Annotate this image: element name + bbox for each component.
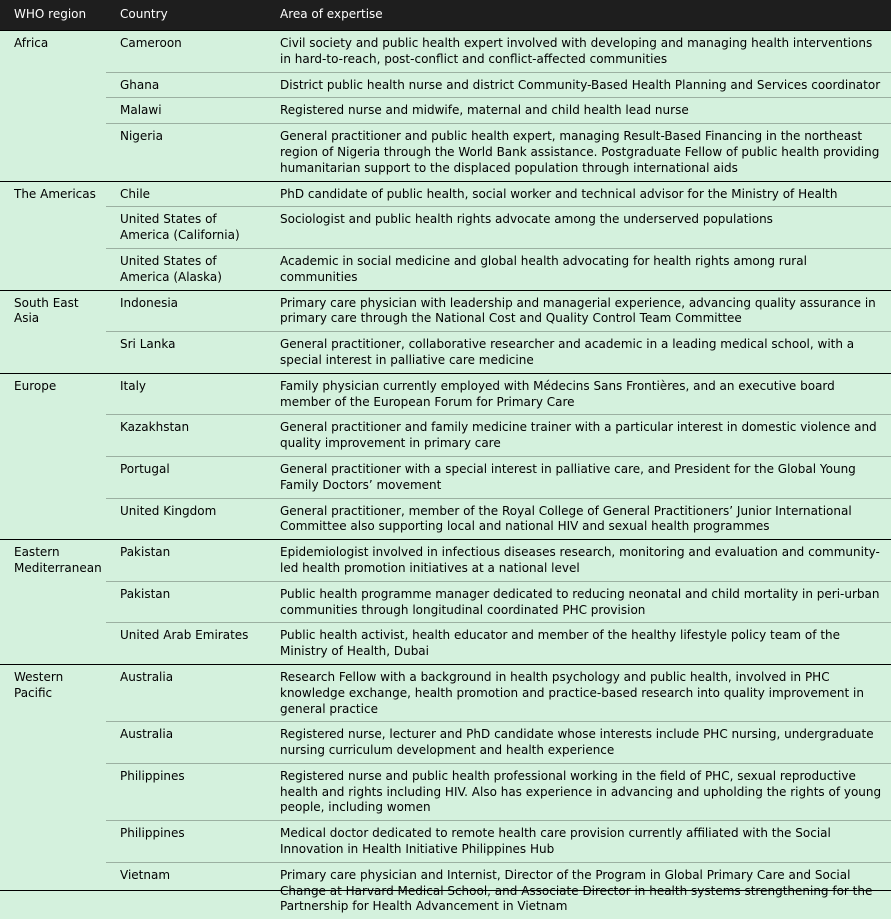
table-row xyxy=(0,498,891,540)
country-cell: Vietnam xyxy=(106,862,266,919)
table-row xyxy=(0,98,891,124)
expertise-cell: General practitioner, member of the Royal College of General Practitioners’ Junior International Committee also supporting local and national HIV and sexual health programmes xyxy=(266,498,891,540)
region-cell: Africa xyxy=(0,31,106,73)
table-row xyxy=(0,862,891,919)
table-row xyxy=(0,124,891,181)
country-cell: Cameroon xyxy=(106,31,266,73)
expertise-cell: General practitioner and public health expert, managing Result-Based Financing in the northeast region of Nigeria through the World Bank assistance. Postgraduate Fellow of public health providing humanitarian support to the displaced population through international aids xyxy=(266,124,891,181)
table-header xyxy=(0,0,891,31)
expertise-cell: Public health activist, health educator and member of the healthy lifestyle policy team of the Ministry of Health, Dubai xyxy=(266,623,891,665)
expertise-cell: General practitioner and family medicine trainer with a particular interest in domestic violence and quality improvement in primary care xyxy=(266,415,891,457)
header-area-of-expertise: Area of expertise xyxy=(266,0,891,31)
header-row xyxy=(0,0,891,31)
table-row xyxy=(0,72,891,98)
table-row xyxy=(0,456,891,498)
country-cell: Indonesia xyxy=(106,290,266,332)
country-cell: Ghana xyxy=(106,72,266,98)
table-row xyxy=(0,722,891,764)
region-cell xyxy=(0,456,106,498)
country-cell: Sri Lanka xyxy=(106,332,266,374)
region-cell xyxy=(0,332,106,374)
table-row xyxy=(0,540,891,582)
country-cell: Philippines xyxy=(106,763,266,820)
table-row xyxy=(0,373,891,415)
region-cell: Western Pacific xyxy=(0,664,106,721)
table-row xyxy=(0,664,891,721)
region-cell xyxy=(0,248,106,290)
country-cell: Portugal xyxy=(106,456,266,498)
country-cell: Pakistan xyxy=(106,581,266,623)
region-cell xyxy=(0,498,106,540)
expertise-cell: Medical doctor dedicated to remote health care provision currently affiliated with the Social Innovation in Health Initiative Philippines Hub xyxy=(266,821,891,863)
country-cell: Australia xyxy=(106,722,266,764)
country-cell: Malawi xyxy=(106,98,266,124)
region-cell xyxy=(0,722,106,764)
country-cell: Australia xyxy=(106,664,266,721)
region-cell xyxy=(0,763,106,820)
expertise-cell: Primary care physician with leadership and managerial experience, advancing quality assurance in primary care through the National Cost and Quality Control Team Committee xyxy=(266,290,891,332)
region-cell: Europe xyxy=(0,373,106,415)
table-row xyxy=(0,415,891,457)
country-cell: United States of America (Alaska) xyxy=(106,248,266,290)
region-cell xyxy=(0,415,106,457)
table-row xyxy=(0,181,891,207)
country-cell: Kazakhstan xyxy=(106,415,266,457)
expertise-cell: Research Fellow with a background in health psychology and public health, involved in PHC knowledge exchange, health promotion and practice-based research into quality improvement in general practice xyxy=(266,664,891,721)
table-row xyxy=(0,763,891,820)
country-cell: Philippines xyxy=(106,821,266,863)
table-body xyxy=(0,31,891,919)
table-row xyxy=(0,248,891,290)
expertise-cell: Public health programme manager dedicated to reducing neonatal and child mortality in peri-urban communities through longitudinal coordinated PHC provision xyxy=(266,581,891,623)
expertise-cell: Family physician currently employed with Médecins Sans Frontières, and an executive board member of the European Forum for Primary Care xyxy=(266,373,891,415)
table-row xyxy=(0,332,891,374)
region-cell xyxy=(0,124,106,181)
expertise-cell: Registered nurse, lecturer and PhD candidate whose interests include PHC nursing, undergraduate nursing curriculum development and health experience xyxy=(266,722,891,764)
expertise-cell: Civil society and public health expert involved with developing and managing health interventions in hard-to-reach, post-conflict and conflict-affected communities xyxy=(266,31,891,73)
region-cell xyxy=(0,98,106,124)
expertise-cell: Registered nurse and midwife, maternal and child health lead nurse xyxy=(266,98,891,124)
header-who-region: WHO region xyxy=(0,0,106,31)
country-cell: Pakistan xyxy=(106,540,266,582)
header-country: Country xyxy=(106,0,266,31)
region-cell xyxy=(0,821,106,863)
expertise-cell: General practitioner, collaborative researcher and academic in a leading medical school, with a special interest in palliative care medicine xyxy=(266,332,891,374)
table-row xyxy=(0,290,891,332)
region-cell: South East Asia xyxy=(0,290,106,332)
table-row xyxy=(0,207,891,249)
expertise-cell: District public health nurse and district Community-Based Health Planning and Services coordinator xyxy=(266,72,891,98)
expertise-cell: Academic in social medicine and global health advocating for health rights among rural communities xyxy=(266,248,891,290)
expertise-cell: Sociologist and public health rights advocate among the underserved populations xyxy=(266,207,891,249)
region-cell xyxy=(0,72,106,98)
table-row xyxy=(0,31,891,73)
region-cell xyxy=(0,623,106,665)
country-cell: Italy xyxy=(106,373,266,415)
expertise-cell: General practitioner with a special interest in palliative care, and President for the Global Young Family Doctors’ movement xyxy=(266,456,891,498)
country-cell: Chile xyxy=(106,181,266,207)
table-row xyxy=(0,821,891,863)
country-cell: United Kingdom xyxy=(106,498,266,540)
expertise-cell: Registered nurse and public health professional working in the field of PHC, sexual reproductive health and rights including HIV. Also has experience in advancing and upholding the rights of young people, including women xyxy=(266,763,891,820)
region-cell: The Americas xyxy=(0,181,106,207)
table-row xyxy=(0,623,891,665)
expertise-cell: Epidemiologist involved in infectious diseases research, monitoring and evaluation and community-led health promotion initiatives at a national level xyxy=(266,540,891,582)
region-cell xyxy=(0,862,106,919)
table-row xyxy=(0,581,891,623)
region-cell: Eastern Mediterranean xyxy=(0,540,106,582)
region-cell xyxy=(0,581,106,623)
expertise-cell: Primary care physician and Internist, Director of the Program in Global Primary Care and Social Change at Harvard Medical School, and Associate Director in health systems strengthening for the Partnership for Health Advancement in Vietnam xyxy=(266,862,891,919)
region-cell xyxy=(0,207,106,249)
country-cell: United States of America (California) xyxy=(106,207,266,249)
expertise-cell: PhD candidate of public health, social worker and technical advisor for the Ministry of Health xyxy=(266,181,891,207)
country-cell: Nigeria xyxy=(106,124,266,181)
country-cell: United Arab Emirates xyxy=(106,623,266,665)
